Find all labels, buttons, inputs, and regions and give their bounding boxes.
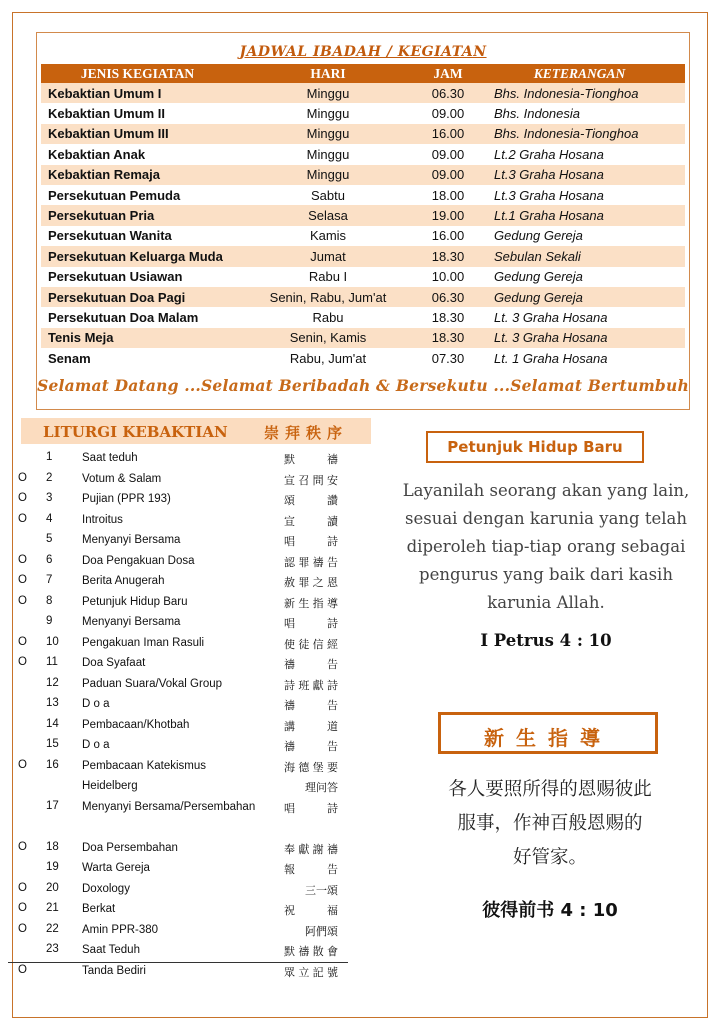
liturgi-item: [12, 469, 352, 490]
day-cell: Senin, Kamis: [234, 328, 422, 348]
liturgi-item-zh: 三一頌: [305, 883, 338, 897]
time-cell: 09.00: [431, 106, 465, 122]
liturgi-item: [12, 776, 352, 797]
note-cell: Lt. 3 Graha Hosana: [474, 328, 685, 348]
liturgi-item-number: 21: [46, 902, 59, 914]
liturgi-item-number: 1: [46, 451, 53, 463]
liturgi-item-number: 13: [46, 697, 59, 709]
liturgi-item-number: 8: [46, 594, 53, 607]
liturgi-item-zh: 禱告: [284, 699, 338, 712]
welcome-banner: Selamat Datang ...Selamat Beribadah & Bersekutu ...Selamat Bertumbuh: [37, 376, 689, 395]
liturgi-item-number: 3: [46, 492, 53, 504]
liturgi-header: [21, 418, 371, 444]
zh-text: [400, 773, 700, 875]
day-cell: Minggu: [234, 83, 422, 103]
liturgi-item-zh: 默禱散會: [284, 945, 338, 958]
activity-cell: Persekutuan Doa Pagi: [41, 287, 234, 307]
schedule-row: [41, 165, 685, 185]
liturgi-item: [12, 735, 352, 756]
time-cell: 06.30: [422, 83, 474, 103]
liturgi-item-name: Pengakuan Iman Rasuli: [82, 636, 205, 649]
liturgi-item-zh: 眾立記號: [284, 965, 338, 979]
liturgi-divider: [8, 962, 348, 963]
phb-title-box: [426, 431, 644, 463]
liturgi-item-zh: 祝福: [284, 904, 338, 917]
liturgi-item-number: 22: [46, 922, 59, 935]
liturgi-item: [12, 510, 352, 531]
day-cell: Jumat: [234, 246, 422, 266]
note-cell: Bhs. Indonesia-Tionghoa: [474, 124, 685, 144]
time-cell: 19.00: [422, 205, 474, 225]
liturgi-item-name: Votum & Salam: [82, 472, 162, 485]
liturgi-item-zh: 赦罪之恩: [284, 576, 338, 589]
liturgi-item-name: Pembacaan Katekismus: [82, 759, 207, 772]
schedule-row: [41, 205, 685, 225]
liturgi-item-mark: O: [18, 963, 27, 976]
activity-cell: Persekutuan Wanita: [48, 228, 172, 244]
zh-title-box: [438, 712, 658, 754]
liturgi-item: [12, 899, 352, 920]
header-keterangan: KETERANGAN: [474, 64, 685, 83]
schedule-row: [41, 307, 685, 327]
day-cell: Selasa: [234, 205, 422, 225]
liturgi-item-zh: 詩班獻詩: [284, 678, 338, 692]
liturgi-item-name: Menyanyi Bersama/Persembahan: [82, 800, 256, 813]
liturgi-item: [12, 961, 352, 982]
liturgi-item-number: 6: [46, 553, 53, 566]
liturgi-item-zh: 奉獻謝禱: [284, 842, 338, 856]
schedule-row: [41, 287, 685, 307]
schedule-row: [41, 348, 685, 368]
zh-title: 新生指導: [484, 726, 612, 750]
time-cell: 10.00: [431, 269, 465, 285]
liturgi-item: [12, 489, 352, 510]
header-hari: HARI: [234, 64, 422, 83]
day-cell: Rabu: [312, 309, 344, 325]
liturgi-item: [12, 551, 352, 572]
liturgi-item-number: 4: [46, 512, 53, 525]
liturgi-item-number: 10: [46, 635, 59, 648]
liturgi-item-name: Warta Gereja: [82, 862, 150, 874]
liturgi-item: [12, 612, 352, 633]
note-cell: Gedung Gereja: [494, 269, 583, 285]
note-cell: Lt.2 Graha Hosana: [494, 146, 604, 162]
note-cell: Bhs. Indonesia: [494, 106, 581, 122]
note-cell: Lt.3 Graha Hosana: [474, 165, 685, 185]
phb-reference: I Petrus 4 : 10: [480, 631, 612, 650]
liturgi-item: [12, 715, 352, 736]
liturgi-item-zh: 講道: [284, 719, 338, 733]
liturgi-item-name: Pembacaan/Khotbah: [82, 718, 190, 731]
liturgi-item-name: Heidelberg: [82, 780, 138, 792]
note-cell: Bhs. Indonesia-Tionghoa: [474, 83, 685, 103]
liturgi-item-zh: 默禱: [284, 453, 338, 466]
liturgi-item-number: 15: [46, 738, 59, 750]
liturgi-item-mark: O: [18, 635, 27, 648]
liturgi-item: [12, 920, 352, 941]
time-cell: 06.30: [422, 287, 474, 307]
liturgi-item-name: Doa Pengakuan Dosa: [82, 554, 195, 567]
time-cell: 16.00: [431, 228, 465, 244]
liturgi-item-name: Berita Anugerah: [82, 575, 165, 587]
liturgi-item-name: Berkat: [82, 903, 116, 915]
liturgi-item-name: Doa Syafaat: [82, 657, 146, 669]
note-cell: Gedung Gereja: [474, 287, 685, 307]
day-cell: Sabtu: [311, 187, 345, 203]
liturgi-item-mark: O: [18, 553, 27, 566]
liturgi-item: [12, 838, 352, 859]
activity-cell: Senam: [48, 350, 91, 366]
liturgi-item-zh: 阿們頌: [305, 924, 338, 938]
liturgi-item: [12, 653, 352, 674]
schedule-header-row: [41, 64, 685, 83]
liturgi-item-number: 23: [46, 943, 59, 955]
activity-cell: Kebaktian Umum II: [48, 106, 166, 122]
liturgi-item: [12, 448, 352, 469]
time-cell: 18.30: [431, 309, 465, 325]
day-cell: Senin, Rabu, Jum'at: [234, 287, 422, 307]
liturgi-item-number: 2: [46, 471, 53, 484]
note-cell: Lt. 1 Graha Hosana: [494, 350, 608, 366]
activity-cell: Persekutuan Keluarga Muda: [41, 246, 234, 266]
liturgi-item-zh: 唱詩: [284, 801, 338, 815]
liturgi-item-zh: 禱告: [284, 740, 338, 753]
liturgi-item-name: Doa Persembahan: [82, 841, 178, 854]
liturgi-item-mark: O: [18, 492, 27, 504]
liturgi-item-number: 20: [46, 881, 59, 894]
activity-cell: Persekutuan Doa Malam: [48, 309, 199, 325]
zh-text-line: 好管家。: [512, 847, 587, 868]
activity-cell: Kebaktian Remaja: [41, 165, 234, 185]
zh-reference: 彼得前书 4 : 10: [482, 900, 618, 921]
liturgi-item-name: Saat Teduh: [82, 944, 140, 956]
day-cell: Minggu: [234, 124, 422, 144]
liturgi-item: [12, 530, 352, 551]
liturgi-item-mark: O: [18, 656, 27, 668]
zh-text-line: 服事，作神百般恩赐的: [457, 813, 643, 834]
liturgi-item-zh: 海德堡要: [284, 760, 338, 774]
liturgi-item-name: Tanda Bediri: [82, 964, 146, 977]
activity-cell: Kebaktian Anak: [48, 146, 146, 162]
liturgi-item-number: 17: [46, 799, 59, 812]
liturgi-item-number: 19: [46, 861, 59, 873]
liturgi-item-number: 5: [46, 533, 53, 545]
phb-text: Layanilah seorang akan yang lain, sesuai dengan karunia yang telah diperoleh tiap-tiap orang sebagai pengurus yang baik dari kasih karunia Allah.: [402, 481, 690, 612]
day-cell: Kamis: [309, 228, 347, 244]
liturgi-item-name: Introitus: [82, 513, 123, 526]
schedule-row: [41, 246, 685, 266]
schedule-row: [41, 144, 685, 164]
note-cell: Sebulan Sekali: [474, 246, 685, 266]
liturgi-item-name: Menyanyi Bersama: [82, 616, 181, 628]
time-cell: 09.00: [431, 146, 465, 162]
phb-title: Petunjuk Hidup Baru: [447, 438, 623, 456]
zh-text-line: 各人要照所得的恩赐彼此: [448, 779, 652, 800]
liturgi-item-mark: O: [18, 512, 27, 525]
liturgi-item-name: Paduan Suara/Vokal Group: [82, 677, 223, 690]
liturgi-item-name: Doxology: [82, 882, 130, 895]
liturgi-item-zh: 禱告: [284, 658, 338, 671]
liturgi-list: [12, 448, 352, 981]
liturgi-item-zh: 理问答: [305, 781, 338, 794]
activity-cell: Kebaktian Umum III: [41, 124, 234, 144]
liturgi-item-mark: O: [18, 881, 27, 894]
schedule-row: [41, 226, 685, 246]
day-cell: Minggu: [234, 165, 422, 185]
activity-cell: Tenis Meja: [41, 328, 234, 348]
activity-cell: Kebaktian Umum I: [41, 83, 234, 103]
liturgi-item: [12, 940, 352, 961]
schedule-row: [41, 103, 685, 123]
schedule-body: [41, 83, 685, 368]
time-cell: 16.00: [422, 124, 474, 144]
liturgi-item: [12, 633, 352, 654]
header-jenis: JENIS KEGIATAN: [41, 64, 234, 83]
liturgi-item-number: 7: [46, 574, 53, 586]
liturgi-item-zh: 宣召問安: [284, 473, 338, 487]
liturgi-item-mark: O: [18, 840, 27, 853]
liturgi-item-name: Pujian (PPR 193): [82, 493, 171, 505]
liturgi-item-zh: 認罪禱告: [284, 555, 338, 569]
liturgi-title-zh: 崇拜秩序: [264, 424, 349, 442]
liturgi-item-name: Saat teduh: [82, 452, 138, 464]
note-cell: Gedung Gereja: [494, 228, 583, 244]
liturgi-item-mark: O: [18, 902, 27, 914]
liturgi-item-zh: 唱詩: [284, 617, 338, 630]
liturgi-item: [12, 879, 352, 900]
liturgi-title: LITURGI KEBAKTIAN: [43, 423, 228, 441]
liturgi-item-number: 11: [46, 656, 58, 668]
schedule-box: [36, 32, 690, 410]
note-cell: Lt.1 Graha Hosana: [474, 205, 685, 225]
day-cell: Rabu I: [308, 269, 348, 285]
liturgi-item-number: 9: [46, 615, 53, 627]
liturgi-item-name: D o a: [82, 698, 110, 710]
schedule-row: [41, 328, 685, 348]
time-cell: 09.00: [422, 165, 474, 185]
schedule-row: [41, 124, 685, 144]
schedule-row: [41, 185, 685, 205]
liturgi-item-name: Menyanyi Bersama: [82, 534, 181, 546]
liturgi-item-name: Amin PPR-380: [82, 923, 159, 936]
liturgi-item: [12, 797, 352, 838]
time-cell: 18.00: [431, 187, 465, 203]
liturgi-item-mark: O: [18, 758, 27, 771]
time-cell: 07.30: [431, 350, 465, 366]
liturgi-item-number: 18: [46, 840, 59, 853]
liturgi-item-zh: 新生指導: [284, 596, 338, 610]
note-cell: Lt.3 Graha Hosana: [494, 187, 604, 203]
liturgi-item-zh: 頌讚: [284, 494, 338, 507]
schedule-row: [41, 267, 685, 287]
liturgi-item-zh: 唱詩: [284, 535, 338, 548]
liturgi-item-number: 14: [46, 717, 59, 730]
liturgi-item-mark: O: [18, 471, 27, 484]
schedule-table: [41, 64, 685, 368]
liturgi-item-zh: 使徒信經: [284, 637, 338, 651]
note-cell: Lt. 3 Graha Hosana: [494, 309, 608, 325]
activity-cell: Persekutuan Pemuda: [48, 187, 181, 203]
liturgi-item-mark: O: [18, 594, 27, 607]
liturgi-item: [12, 694, 352, 715]
liturgi-item-mark: O: [18, 574, 27, 586]
liturgi-item-zh: 宣讀: [284, 514, 338, 528]
liturgi-item-name: Petunjuk Hidup Baru: [82, 595, 188, 608]
time-cell: 18.30: [422, 328, 474, 348]
day-cell: Rabu, Jum'at: [289, 350, 367, 366]
liturgi-item-name: D o a: [82, 739, 110, 751]
activity-cell: Persekutuan Usiawan: [48, 269, 183, 285]
liturgi-item-mark: O: [18, 922, 27, 935]
time-cell: 18.30: [422, 246, 474, 266]
liturgi-item-number: 16: [46, 758, 59, 771]
day-cell: Minggu: [306, 106, 350, 122]
liturgi-item: [12, 756, 352, 777]
liturgi-item-zh: 報告: [284, 863, 338, 876]
day-cell: Minggu: [306, 146, 350, 162]
schedule-row: [41, 83, 685, 103]
liturgi-item: [12, 674, 352, 695]
schedule-title: JADWAL IBADAH / KEGIATAN: [239, 44, 487, 60]
activity-cell: Persekutuan Pria: [41, 205, 234, 225]
liturgi-item-number: 12: [46, 676, 59, 689]
liturgi-item: [12, 592, 352, 613]
header-jam: JAM: [422, 64, 474, 83]
liturgi-item: [12, 858, 352, 879]
liturgi-item: [12, 571, 352, 592]
